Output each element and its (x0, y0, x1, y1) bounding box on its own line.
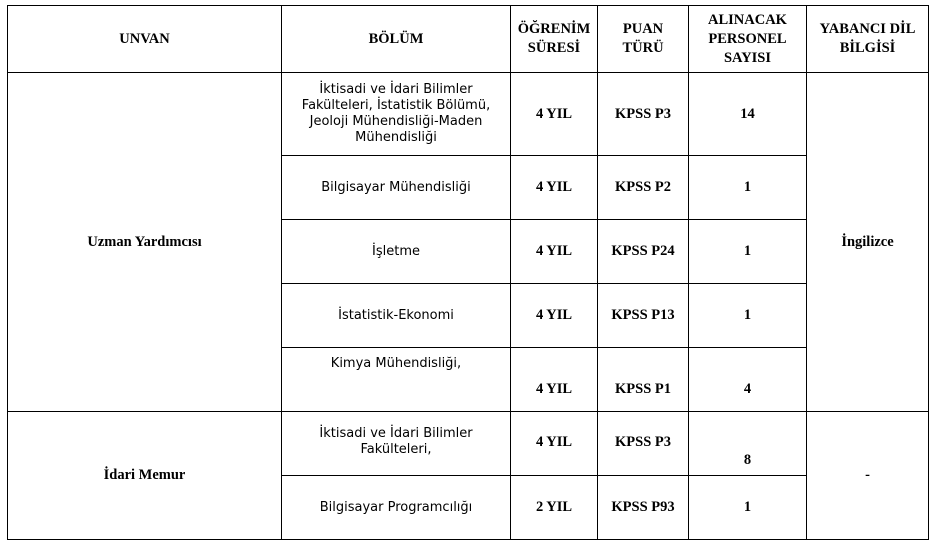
sure-cell: 4 YIL (511, 73, 598, 156)
bolum-cell: Bilgisayar Programcılığı (282, 476, 511, 540)
sayi-cell: 14 (689, 73, 807, 156)
yabanci-dil-cell: İngilizce (807, 73, 929, 412)
bolum-cell: İktisadi ve İdari Bilimler Fakülteleri, (282, 412, 511, 476)
table-row (8, 412, 929, 476)
sayi-cell: 8 (689, 412, 807, 476)
sayi-cell: 1 (689, 156, 807, 220)
puan-cell: KPSS P93 (598, 476, 689, 540)
sure-cell: 2 YIL (511, 476, 598, 540)
sayi-cell: 1 (689, 476, 807, 540)
header-alinacak-personel: ALINACAK PERSONEL SAYISI (689, 6, 807, 73)
header-yabanci-dil: YABANCI DİL BİLGİSİ (807, 6, 929, 73)
header-ogrenim-suresi: ÖĞRENİM SÜRESİ (511, 6, 598, 73)
header-row (8, 6, 929, 73)
unvan-cell: Uzman Yardımcısı (8, 73, 282, 412)
sure-cell: 4 YIL (511, 412, 598, 476)
bolum-cell: Kimya Mühendisliği, (282, 348, 511, 412)
sayi-cell: 1 (689, 284, 807, 348)
yabanci-dil-cell: - (807, 412, 929, 540)
unvan-cell: İdari Memur (8, 412, 282, 540)
bolum-cell: İstatistik-Ekonomi (282, 284, 511, 348)
bolum-cell: Bilgisayar Mühendisliği (282, 156, 511, 220)
sure-cell: 4 YIL (511, 156, 598, 220)
puan-cell: KPSS P13 (598, 284, 689, 348)
puan-cell: KPSS P3 (598, 412, 689, 476)
puan-cell: KPSS P24 (598, 220, 689, 284)
header-puan-turu: PUAN TÜRÜ (598, 6, 689, 73)
puan-cell: KPSS P1 (598, 348, 689, 412)
header-bolum: BÖLÜM (282, 6, 511, 73)
puan-cell: KPSS P3 (598, 73, 689, 156)
sure-cell: 4 YIL (511, 220, 598, 284)
sayi-cell: 1 (689, 220, 807, 284)
bolum-cell: İktisadi ve İdari Bilimler Fakülteleri, İstatistik Bölümü, Jeoloji Mühendisliği-Maden Mühendisliği (282, 73, 511, 156)
bolum-cell: İşletme (282, 220, 511, 284)
personnel-table (7, 5, 929, 540)
sayi-cell: 4 (689, 348, 807, 412)
header-unvan: UNVAN (8, 6, 282, 73)
sure-cell: 4 YIL (511, 348, 598, 412)
table-row (8, 73, 929, 156)
puan-cell: KPSS P2 (598, 156, 689, 220)
sure-cell: 4 YIL (511, 284, 598, 348)
